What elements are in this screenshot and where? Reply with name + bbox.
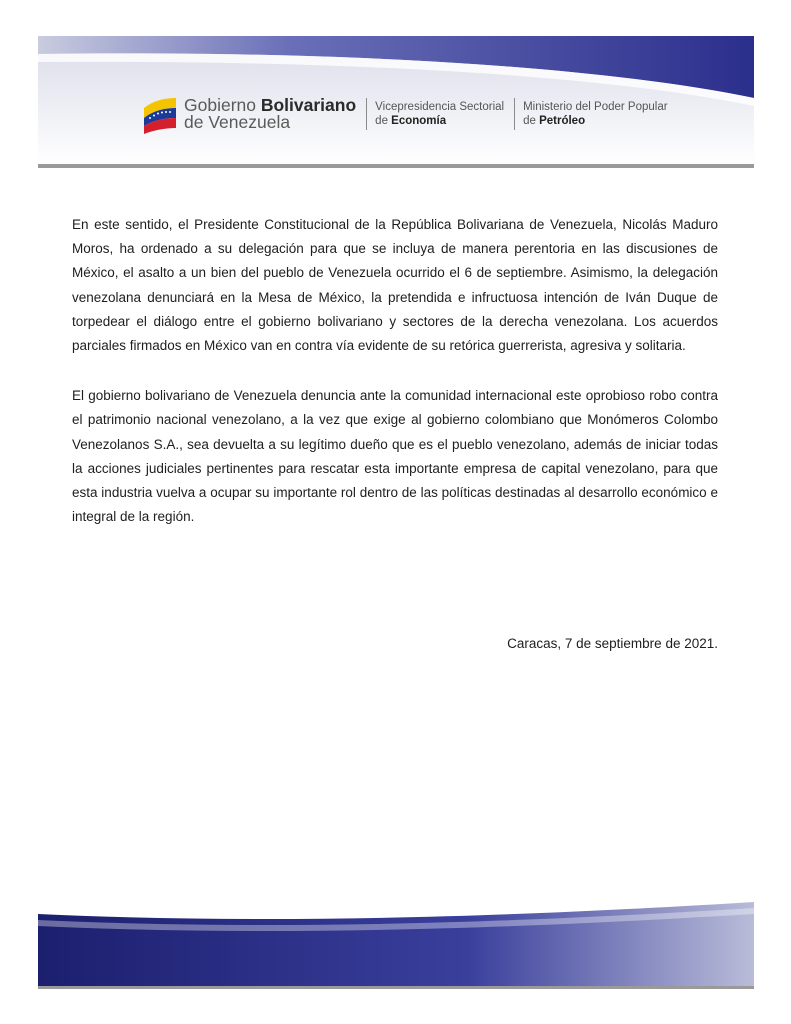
document-body bbox=[72, 213, 718, 555]
paragraph: El gobierno bolivariano de Venezuela denuncia ante la comunidad internacional este oprobioso robo contra el patrimonio nacional venezolano, a la vez que exige al gobierno colombiano que Monómeros Colombo Venezolanos S.A., sea devuelta a su legítimo dueño que es el pueblo venezolano, además de iniciar todas la acciones judiciales pertinentes para rescatar esta importante empresa de capital venezolano, para que esta industria vuelva a ocupar su importante rol dentro de las políticas destinadas al desarrollo económico e integral de la región. bbox=[72, 388, 718, 525]
dateline: Caracas, 7 de septiembre de 2021. bbox=[507, 636, 718, 651]
ministerio-label: Ministerio del Poder Popular de Petróleo bbox=[523, 101, 668, 127]
gobierno-bolivariano-logo: Gobierno Bolivariano de Venezuela bbox=[184, 95, 357, 132]
header-logos bbox=[142, 92, 668, 136]
logo-divider bbox=[514, 98, 515, 130]
vicepresidencia-label: Vicepresidencia Sectorial de Economía bbox=[375, 101, 505, 127]
venezuela-flag-icon bbox=[142, 94, 178, 134]
paragraph: En este sentido, el Presidente Constitucional de la República Bolivariana de Venezuela, Nicolás Maduro Moros, ha ordenado a su delegación para que se incluya de manera perentoria en las discusiones de México, el asalto a un bien del pueblo de Venezuela ocurrido el 6 de septiembre. Asimismo, la delegación venezolana denunciará en la Mesa de México, la pretendida e infructuosa intención de Iván Duque de torpedear el diálogo entre el gobierno bolivariano y sectores de la derecha venezolana. Los acuerdos parciales firmados en México van en contra vía evidente de su retórica guerrerista, agresiva y solitaria. bbox=[72, 217, 718, 354]
footer-band bbox=[38, 900, 754, 990]
logo-divider bbox=[366, 98, 367, 130]
